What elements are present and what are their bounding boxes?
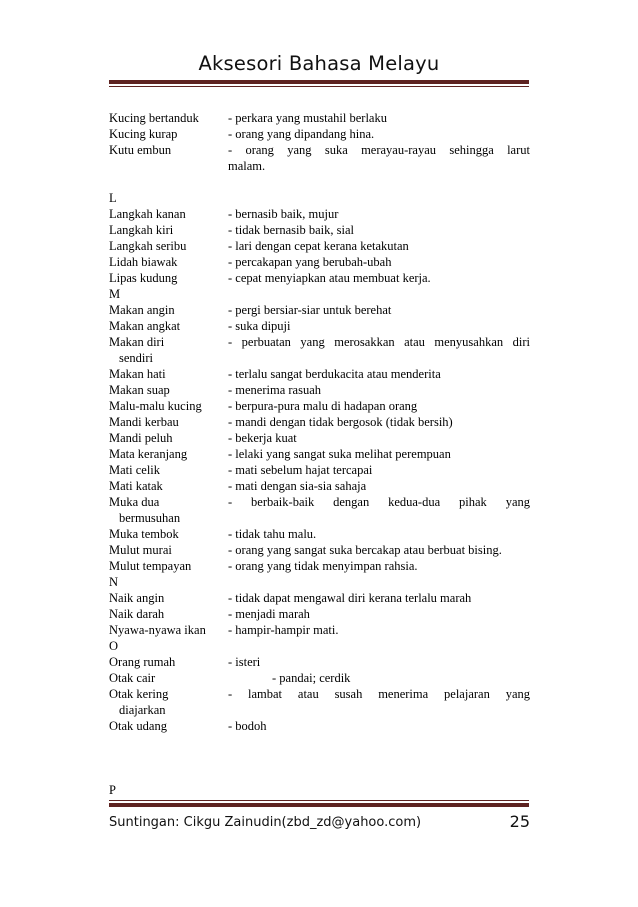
- idiom-definition: - orang yang dipandang hina.: [228, 127, 375, 141]
- idiom-term: Muka tembok: [109, 527, 179, 541]
- idiom-term: Makan suap: [109, 383, 170, 397]
- idiom-term: Langkah seribu: [109, 239, 187, 253]
- section-letter-n: N: [109, 575, 119, 589]
- idiom-term-continued: diajarkan: [119, 703, 166, 717]
- idiom-definition: - menjadi marah: [228, 607, 310, 621]
- list-item: [109, 206, 530, 222]
- idiom-term: Naik darah: [109, 607, 165, 621]
- idiom-term: Mata keranjang: [109, 447, 188, 461]
- idiom-definition: - perbuatan yang merosakkan atau menyusahkan diri: [228, 335, 530, 349]
- section-letter-l: L: [109, 191, 117, 205]
- list-item: [109, 606, 530, 622]
- idiom-term: Otak udang: [109, 719, 167, 733]
- idiom-term: Lidah biawak: [109, 255, 178, 269]
- idiom-term-continued: bermusuhan: [119, 511, 181, 525]
- idiom-definition: - orang yang suka merayau-rayau sehingga larut: [228, 143, 530, 157]
- idiom-term: Makan diri: [109, 335, 165, 349]
- idiom-definition: - lari dengan cepat kerana ketakutan: [228, 239, 409, 253]
- idiom-term: Mulut murai: [109, 543, 172, 557]
- idiom-definition: - perkara yang mustahil berlaku: [228, 111, 387, 125]
- idiom-term: Naik angin: [109, 591, 165, 605]
- idiom-definition: - suka dipuji: [228, 319, 291, 333]
- list-item: [109, 446, 530, 462]
- list-item: [109, 478, 530, 494]
- idiom-term: Muka dua: [109, 495, 160, 509]
- idiom-definition: - lelaki yang sangat suka melihat perempuan: [228, 447, 451, 461]
- list-item: [109, 622, 530, 638]
- section-letter-p: P: [109, 783, 116, 797]
- idiom-term: Mati katak: [109, 479, 163, 493]
- idiom-term: Kucing kurap: [109, 127, 178, 141]
- idiom-term: Mandi peluh: [109, 431, 173, 445]
- list-item: [109, 590, 530, 606]
- idiom-term: Orang rumah: [109, 655, 176, 669]
- list-item: [109, 398, 530, 414]
- list-item: [109, 686, 530, 718]
- page-header-title: Aksesori Bahasa Melayu: [198, 52, 440, 75]
- idiom-definition: - bodoh: [228, 719, 267, 733]
- idiom-term: Langkah kanan: [109, 207, 186, 221]
- list-item: [109, 254, 530, 270]
- list-item: [109, 542, 530, 558]
- list-item: [109, 430, 530, 446]
- idiom-term: Otak kering: [109, 687, 169, 701]
- list-item: [109, 110, 530, 126]
- list-item: [109, 526, 530, 542]
- list-item: [109, 318, 530, 334]
- list-item: [109, 142, 530, 174]
- idiom-term-continued: sendiri: [119, 351, 154, 365]
- idiom-definition: - percakapan yang berubah-ubah: [228, 255, 392, 269]
- idiom-definition: - orang yang tidak menyimpan rahsia.: [228, 559, 418, 573]
- idiom-term: Mandi kerbau: [109, 415, 179, 429]
- idiom-term: Mulut tempayan: [109, 559, 192, 573]
- footer-credit: Suntingan: Cikgu Zainudin(zbd_zd@yahoo.com): [109, 815, 422, 830]
- idiom-definition: - isteri: [228, 655, 261, 669]
- idiom-definition: - mati dengan sia-sia sahaja: [228, 479, 367, 493]
- idiom-definition: - terlalu sangat berdukacita atau menderita: [228, 367, 441, 381]
- idiom-term: Makan hati: [109, 367, 166, 381]
- footer-rule-thick: [109, 803, 529, 807]
- section-letter-o: O: [109, 639, 119, 653]
- list-item: [109, 366, 530, 382]
- idiom-list: [109, 110, 530, 798]
- idiom-term: Kucing bertanduk: [109, 111, 199, 125]
- list-item: [109, 670, 530, 686]
- list-item: [109, 462, 530, 478]
- list-item: [109, 414, 530, 430]
- idiom-definition: - orang yang sangat suka bercakap atau berbuat bising.: [228, 543, 502, 557]
- section-letter-m: M: [109, 287, 121, 301]
- idiom-definition: - bernasib baik, mujur: [228, 207, 339, 221]
- idiom-definition-continued: malam.: [228, 159, 266, 173]
- idiom-definition: - menerima rasuah: [228, 383, 322, 397]
- list-item: [109, 270, 530, 286]
- list-item: [109, 334, 530, 366]
- idiom-term: Makan angin: [109, 303, 175, 317]
- list-item: [109, 382, 530, 398]
- idiom-term: Lipas kudung: [109, 271, 178, 285]
- idiom-term: Langkah kiri: [109, 223, 174, 237]
- idiom-term: Otak cair: [109, 671, 156, 685]
- idiom-definition: - bekerja kuat: [228, 431, 297, 445]
- list-item: [109, 302, 530, 318]
- list-item: [109, 494, 530, 526]
- idiom-term: Nyawa-nyawa ikan: [109, 623, 206, 637]
- idiom-definition: - lambat atau susah menerima pelajaran yang: [228, 687, 530, 701]
- idiom-definition: - berbaik-baik dengan kedua-dua pihak yang: [228, 495, 530, 509]
- idiom-definition: - tidak tahu malu.: [228, 527, 317, 541]
- idiom-definition: - mati sebelum hajat tercapai: [228, 463, 373, 477]
- idiom-term: Malu-malu kucing: [109, 399, 202, 413]
- list-item: [109, 126, 530, 142]
- idiom-definition: - tidak bernasib baik, sial: [228, 223, 355, 237]
- list-item: [109, 222, 530, 238]
- footer-rule-thin: [109, 800, 529, 801]
- header-rule-thin: [109, 86, 529, 87]
- idiom-definition: - berpura-pura malu di hadapan orang: [228, 399, 418, 413]
- idiom-definition: - cepat menyiapkan atau membuat kerja.: [228, 271, 431, 285]
- idiom-definition: - tidak dapat mengawal diri kerana terlalu marah: [228, 591, 472, 605]
- idiom-definition: - mandi dengan tidak bergosok (tidak bersih): [228, 415, 453, 429]
- page-number: 25: [509, 812, 530, 831]
- list-item: [109, 654, 530, 670]
- idiom-definition: - pergi bersiar-siar untuk berehat: [228, 303, 392, 317]
- idiom-definition: - hampir-hampir mati.: [228, 623, 339, 637]
- list-item: [109, 238, 530, 254]
- list-item: [109, 558, 530, 574]
- list-item: [109, 718, 530, 734]
- idiom-term: Makan angkat: [109, 319, 181, 333]
- idiom-definition: - pandai; cerdik: [272, 671, 351, 685]
- idiom-term: Mati celik: [109, 463, 161, 477]
- idiom-term: Kutu embun: [109, 143, 172, 157]
- header-rule-thick: [109, 80, 529, 84]
